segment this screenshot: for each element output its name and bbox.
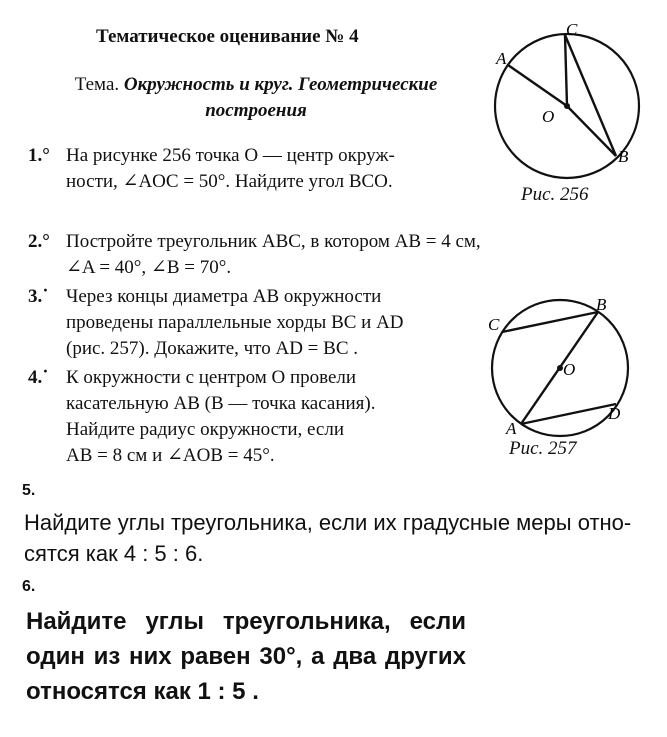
figure-257 xyxy=(482,288,642,458)
task-6-number: 6. xyxy=(22,578,36,595)
segment-ao xyxy=(508,65,567,106)
task-2-line-1: Постройте треугольник ABC, в котором AB = 4 см, xyxy=(66,231,481,252)
label-b: B xyxy=(596,295,607,314)
task-4-line-2: касательную AB (B –– точка касания). xyxy=(66,393,376,414)
caption-257: Рис. 257 xyxy=(509,438,577,459)
task-5-line-2: сятся как 4 : 5 : 6. xyxy=(24,541,204,566)
task-3-line-3: (рис. 257). Докажите, что AD = BC . xyxy=(66,338,358,359)
label-d: D xyxy=(608,404,621,423)
task-4-number: 4.˙ xyxy=(28,367,49,388)
task-3-number: 3.˙ xyxy=(28,286,49,307)
caption-256: Рис. 256 xyxy=(521,184,589,205)
topic-prefix: Тема. xyxy=(74,74,120,95)
label-o: O xyxy=(563,360,576,379)
topic-title-cont: построения xyxy=(205,100,307,121)
task-1-line-2: ности, ∠AOC = 50°. Найдите угол BCO. xyxy=(66,171,393,192)
task-6-line-2: один из них равен 30°, а два других xyxy=(26,643,466,670)
task-1-number: 1.° xyxy=(28,145,50,166)
topic-line-1 xyxy=(30,72,482,98)
label-a: A xyxy=(506,419,517,438)
task-3-line-2: проведены параллельные хорды BC и AD xyxy=(66,312,404,333)
task-4-line-3: Найдите радиус окружности, если xyxy=(66,419,344,440)
task-6-line-3: относятся как 1 : 5 . xyxy=(26,678,259,705)
task-4-line-1: К окружности с центром O провели xyxy=(66,367,357,388)
center-point-o xyxy=(564,103,570,109)
segment-oc xyxy=(565,35,567,106)
topic-title: Окружность и круг. Геометрические xyxy=(123,74,438,95)
page-title: Тематическое оценивание № 4 xyxy=(96,26,359,47)
task-2-line-2: ∠A = 40°, ∠B = 70°. xyxy=(66,257,232,278)
segment-ob xyxy=(567,106,616,156)
segment-cb xyxy=(565,35,616,156)
task-3-line-1: Через концы диаметра AB окружности xyxy=(66,286,382,307)
topic-line-2 xyxy=(30,98,482,124)
task-6-line-1: Найдите углы треугольника, если xyxy=(26,608,466,635)
task-5-number: 5. xyxy=(22,482,36,499)
task-1-line-1: На рисунке 256 точка O — центр окруж- xyxy=(66,145,395,166)
label-b: B xyxy=(618,147,629,166)
figure-256 xyxy=(484,18,654,210)
task-5-line-1: Найдите углы треугольника, если их градусные меры отно- xyxy=(24,510,632,535)
label-c: C xyxy=(488,315,500,334)
label-c: C xyxy=(566,20,578,39)
label-a: A xyxy=(496,49,507,68)
task-2-number: 2.° xyxy=(28,231,50,252)
task-4-line-4: AB = 8 см и ∠AOB = 45°. xyxy=(66,445,275,466)
label-o: O xyxy=(542,107,555,126)
